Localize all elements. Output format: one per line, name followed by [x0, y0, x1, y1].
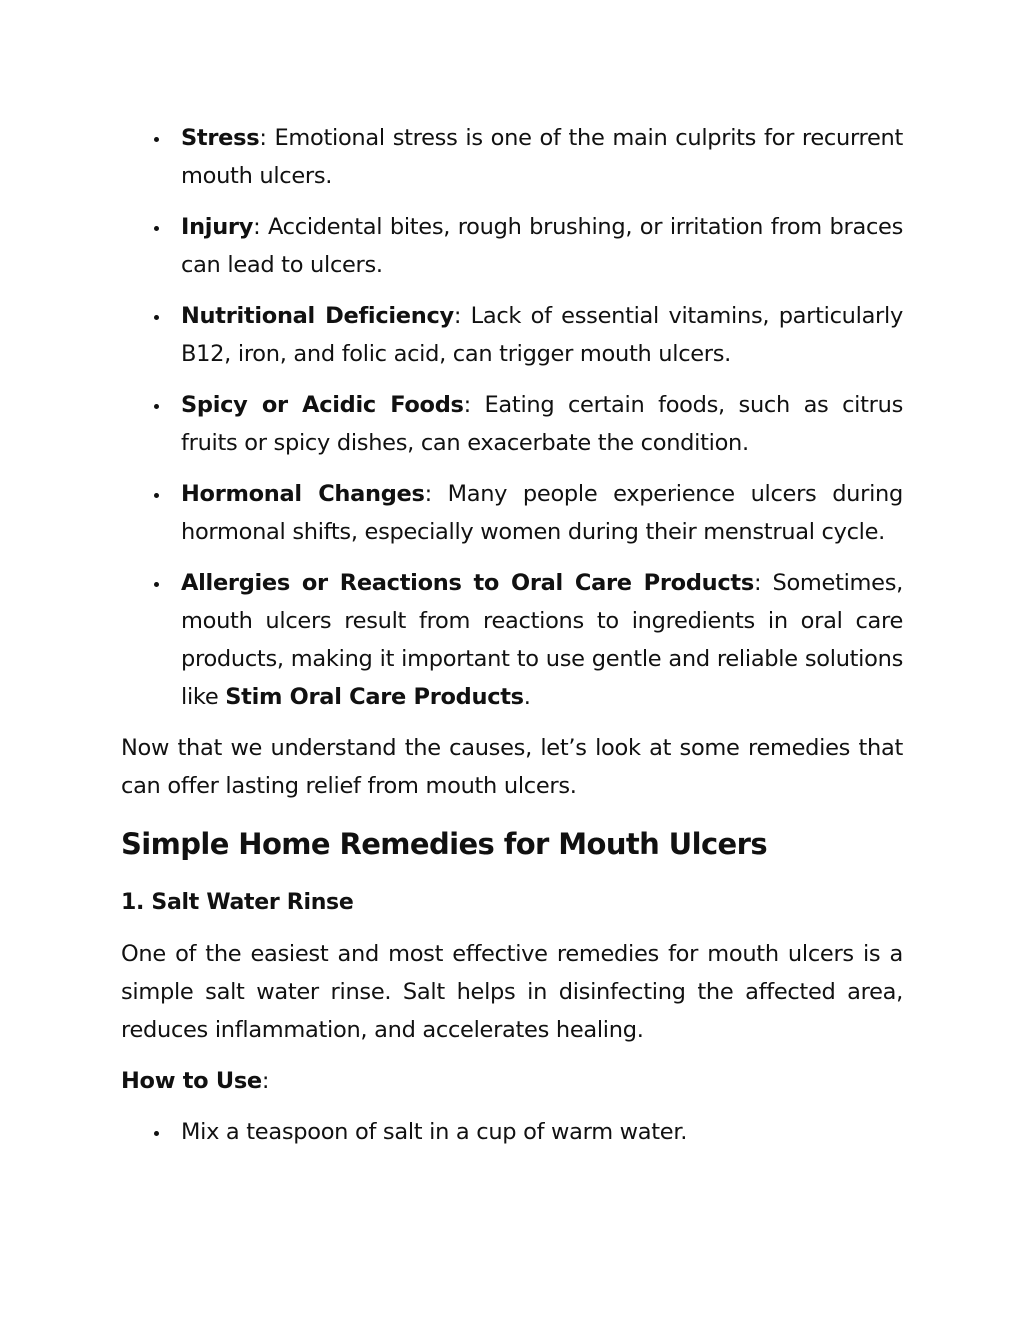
cause-term: Spicy or Acidic Foods — [181, 392, 464, 418]
cause-text: Accidental bites, rough brushing, or irritation from braces can lead to ulcers. — [181, 214, 903, 278]
remedy-description: One of the easiest and most effective remedies for mouth ulcers is a simple salt water rinse. Salt helps in disinfecting the affected area, reduces inflammation, and accelerates healing. — [121, 941, 903, 1043]
cause-term: Allergies or Reactions to Oral Care Products — [181, 570, 754, 596]
document-page — [121, 119, 903, 1164]
product-name: Stim Oral Care Products — [225, 684, 524, 710]
list-item-allergies — [121, 564, 903, 716]
cause-text: Lack of essential vitamins, particularly B12, iron, and folic acid, can trigger mouth ulcers. — [181, 303, 903, 367]
cause-term: Injury — [181, 214, 254, 240]
remedy-heading: 1. Salt Water Rinse — [121, 890, 354, 915]
cause-text: Emotional stress is one of the main culprits for recurrent mouth ulcers. — [181, 125, 903, 189]
cause-term: Nutritional Deficiency — [181, 303, 454, 329]
cause-separator: : — [463, 392, 471, 418]
steps-list — [121, 1113, 903, 1151]
step-item: Mix a teaspoon of salt in a cup of warm water. — [121, 1113, 903, 1151]
cause-separator: : — [253, 214, 261, 240]
transition-paragraph: Now that we understand the causes, let’s look at some remedies that can offer lasting relief from mouth ulcers. — [121, 735, 903, 799]
list-item-hormonal-changes — [121, 475, 903, 551]
list-item-stress — [121, 119, 903, 195]
cause-separator: : — [259, 125, 267, 151]
list-item-nutritional-deficiency — [121, 297, 903, 373]
cause-separator: : — [453, 303, 462, 329]
how-to-use-line — [121, 1062, 903, 1100]
cause-separator: : — [753, 570, 762, 596]
cause-text: Many people experience ulcers during hormonal shifts, especially women during their menstrual cycle. — [181, 481, 903, 545]
cause-text: Sometimes, mouth ulcers result from reactions to ingredients in oral care products, making it important to use gentle and reliable solutions like — [181, 570, 903, 710]
list-item-spicy-acidic-foods — [121, 386, 903, 462]
how-to-use-colon: : — [261, 1068, 270, 1094]
section-heading: Simple Home Remedies for Mouth Ulcers — [121, 827, 767, 861]
cause-term: Stress — [181, 125, 260, 151]
cause-term: Hormonal Changes — [181, 481, 425, 507]
cause-separator: : — [424, 481, 432, 507]
cause-text: Eating certain foods, such as citrus fruits or spicy dishes, can exacerbate the condition. — [181, 392, 903, 456]
causes-list — [121, 119, 903, 716]
sentence-end: . — [523, 684, 531, 710]
list-item-injury — [121, 208, 903, 284]
how-to-use-label: How to Use — [121, 1068, 262, 1094]
